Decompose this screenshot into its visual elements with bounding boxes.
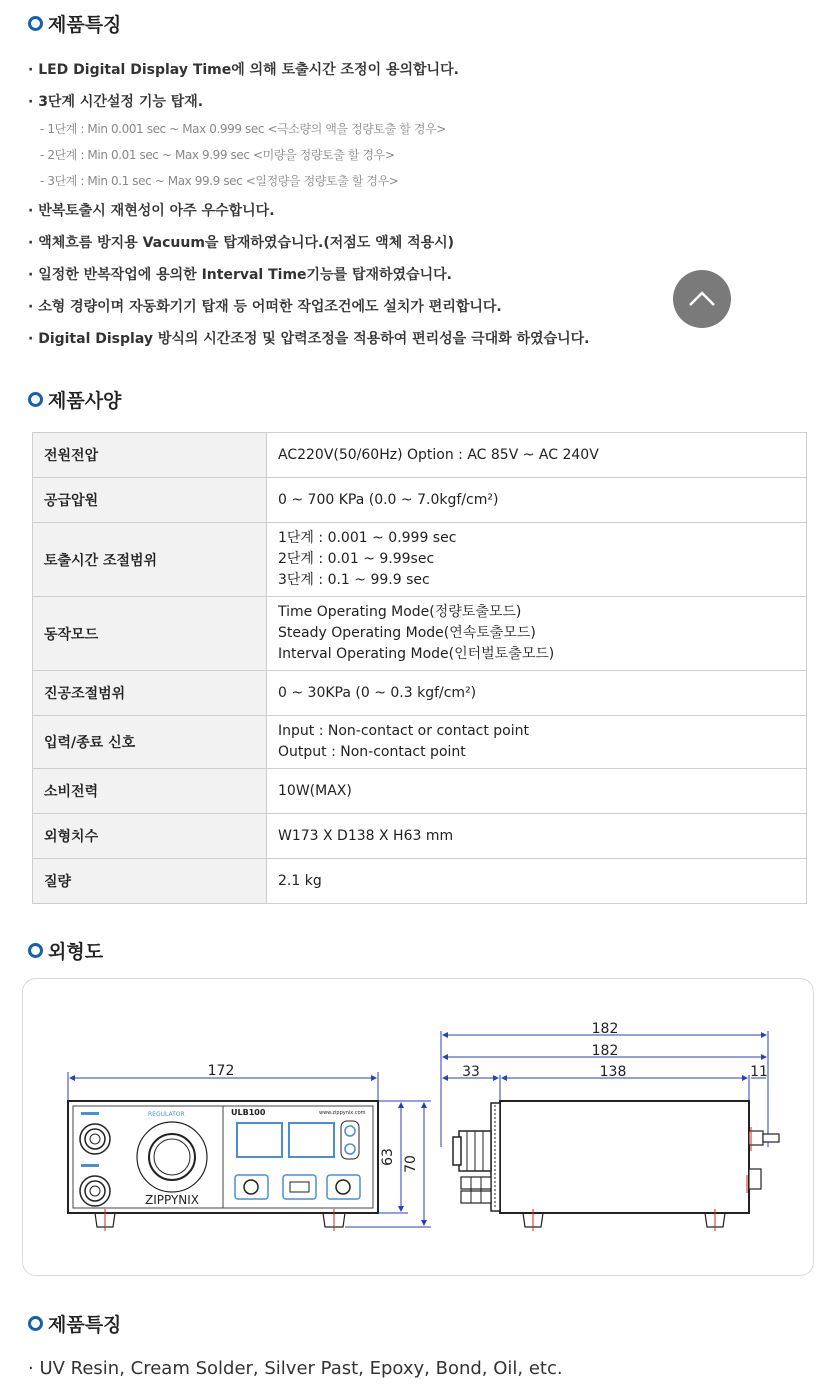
dim-side-left: 33 <box>462 1064 480 1080</box>
feature-item: · 일정한 반복작업에 용의한 Interval Time기능를 탑재하였습니다. <box>28 267 452 283</box>
url-label: www.zippynix.com <box>319 1110 366 1116</box>
dimension-drawing-svg <box>23 979 813 1275</box>
spec-value: 0 ~ 30KPa (0 ~ 0.3 kgf/cm²) <box>267 671 807 716</box>
front-view <box>68 1063 431 1231</box>
spec-value: 10W(MAX) <box>267 769 807 814</box>
spec-label: 질량 <box>33 859 267 904</box>
feature-subitem: - 2단계 : Min 0.01 sec ~ Max 9.99 sec <미량을 정량토출 할 경우> <box>40 148 395 162</box>
table-row <box>33 671 807 716</box>
table-row <box>33 814 807 859</box>
table-row <box>33 716 807 769</box>
spec-value: 0 ~ 700 KPa (0.0 ~ 7.0kgf/cm²) <box>267 478 807 523</box>
spec-label: 외형치수 <box>33 814 267 859</box>
spec-title: 제품사양 <box>28 386 121 413</box>
side-view <box>441 1021 779 1231</box>
spec-value: W173 X D138 X H63 mm <box>267 814 807 859</box>
spec-label: 동작모드 <box>33 597 267 671</box>
spec-label: 진공조절범위 <box>33 671 267 716</box>
spec-label: 소비전력 <box>33 769 267 814</box>
dim-side-total-2: 182 <box>591 1043 619 1059</box>
model-label: ULB100 <box>231 1108 266 1117</box>
spec-label: 전원전압 <box>33 433 267 478</box>
dim-side-right: 11 <box>750 1064 768 1080</box>
dim-front-width: 172 <box>207 1063 235 1079</box>
dim-side-body: 138 <box>599 1064 627 1080</box>
features-title: 제품특징 <box>28 10 121 37</box>
features2-text: · UV Resin, Cream Solder, Silver Past, Epoxy, Bond, Oil, etc. <box>28 1358 563 1379</box>
spec-table <box>32 432 807 904</box>
brand-label: ZIPPYNIX <box>144 1193 200 1207</box>
drawing-title: 외형도 <box>28 937 103 964</box>
feature-item: · 소형 경량이며 자동화기기 탑재 등 어떠한 작업조건에도 설치가 편리합니다. <box>28 299 502 315</box>
features2-title: 제품특징 <box>28 1310 121 1337</box>
spec-value: Time Operating Mode(정량토출모드) Steady Operating Mode(연속토출모드) Interval Operating Mode(인터벌토출모드) <box>267 597 807 671</box>
dim-height-inner: 63 <box>380 1148 396 1166</box>
spec-value: AC220V(50/60Hz) Option : AC 85V ~ AC 240V <box>267 433 807 478</box>
table-row <box>33 769 807 814</box>
chevron-up-icon <box>688 288 716 308</box>
spec-value: 2.1 kg <box>267 859 807 904</box>
spec-label: 입력/종료 신호 <box>33 716 267 769</box>
spec-label: 공급압원 <box>33 478 267 523</box>
feature-subitem: - 1단계 : Min 0.001 sec ~ Max 0.999 sec <극소량의 액을 정량토출 할 경우> <box>40 122 446 136</box>
table-row <box>33 478 807 523</box>
feature-subitem: - 3단계 : Min 0.1 sec ~ Max 99.9 sec <일정량을 정량토출 할 경우> <box>40 174 399 188</box>
feature-item: · 반복토출시 재현성이 아주 우수합니다. <box>28 203 275 219</box>
feature-item: · LED Digital Display Time에 의해 토출시간 조정이 용의합니다. <box>28 62 459 78</box>
feature-item: · 액체흐름 방지용 Vacuum을 탑재하였습니다.(저점도 액체 적용시) <box>28 235 455 251</box>
dim-side-total-1: 182 <box>591 1021 619 1037</box>
feature-item: · Digital Display 방식의 시간조정 및 압력조정을 적용하여 편리성을 극대화 하였습니다. <box>28 331 590 347</box>
table-row <box>33 597 807 671</box>
table-row <box>33 859 807 904</box>
spec-label: 토출시간 조절범위 <box>33 523 267 597</box>
dimension-drawing <box>22 978 814 1276</box>
table-row <box>33 523 807 597</box>
spec-value: 1단계 : 0.001 ~ 0.999 sec 2단계 : 0.01 ~ 9.99sec 3단계 : 0.1 ~ 99.9 sec <box>267 523 807 597</box>
regulator-label: REGULATOR <box>148 1111 185 1118</box>
bullet-ring-icon <box>28 392 43 407</box>
scroll-to-top-button[interactable] <box>673 270 731 328</box>
bullet-ring-icon <box>28 943 43 958</box>
bullet-ring-icon <box>28 1316 43 1331</box>
bullet-ring-icon <box>28 16 43 31</box>
table-row <box>33 433 807 478</box>
dim-height-outer: 70 <box>403 1155 419 1173</box>
feature-item: · 3단계 시간설정 기능 탑재. <box>28 94 204 110</box>
spec-value: Input : Non-contact or contact point Output : Non-contact point <box>267 716 807 769</box>
